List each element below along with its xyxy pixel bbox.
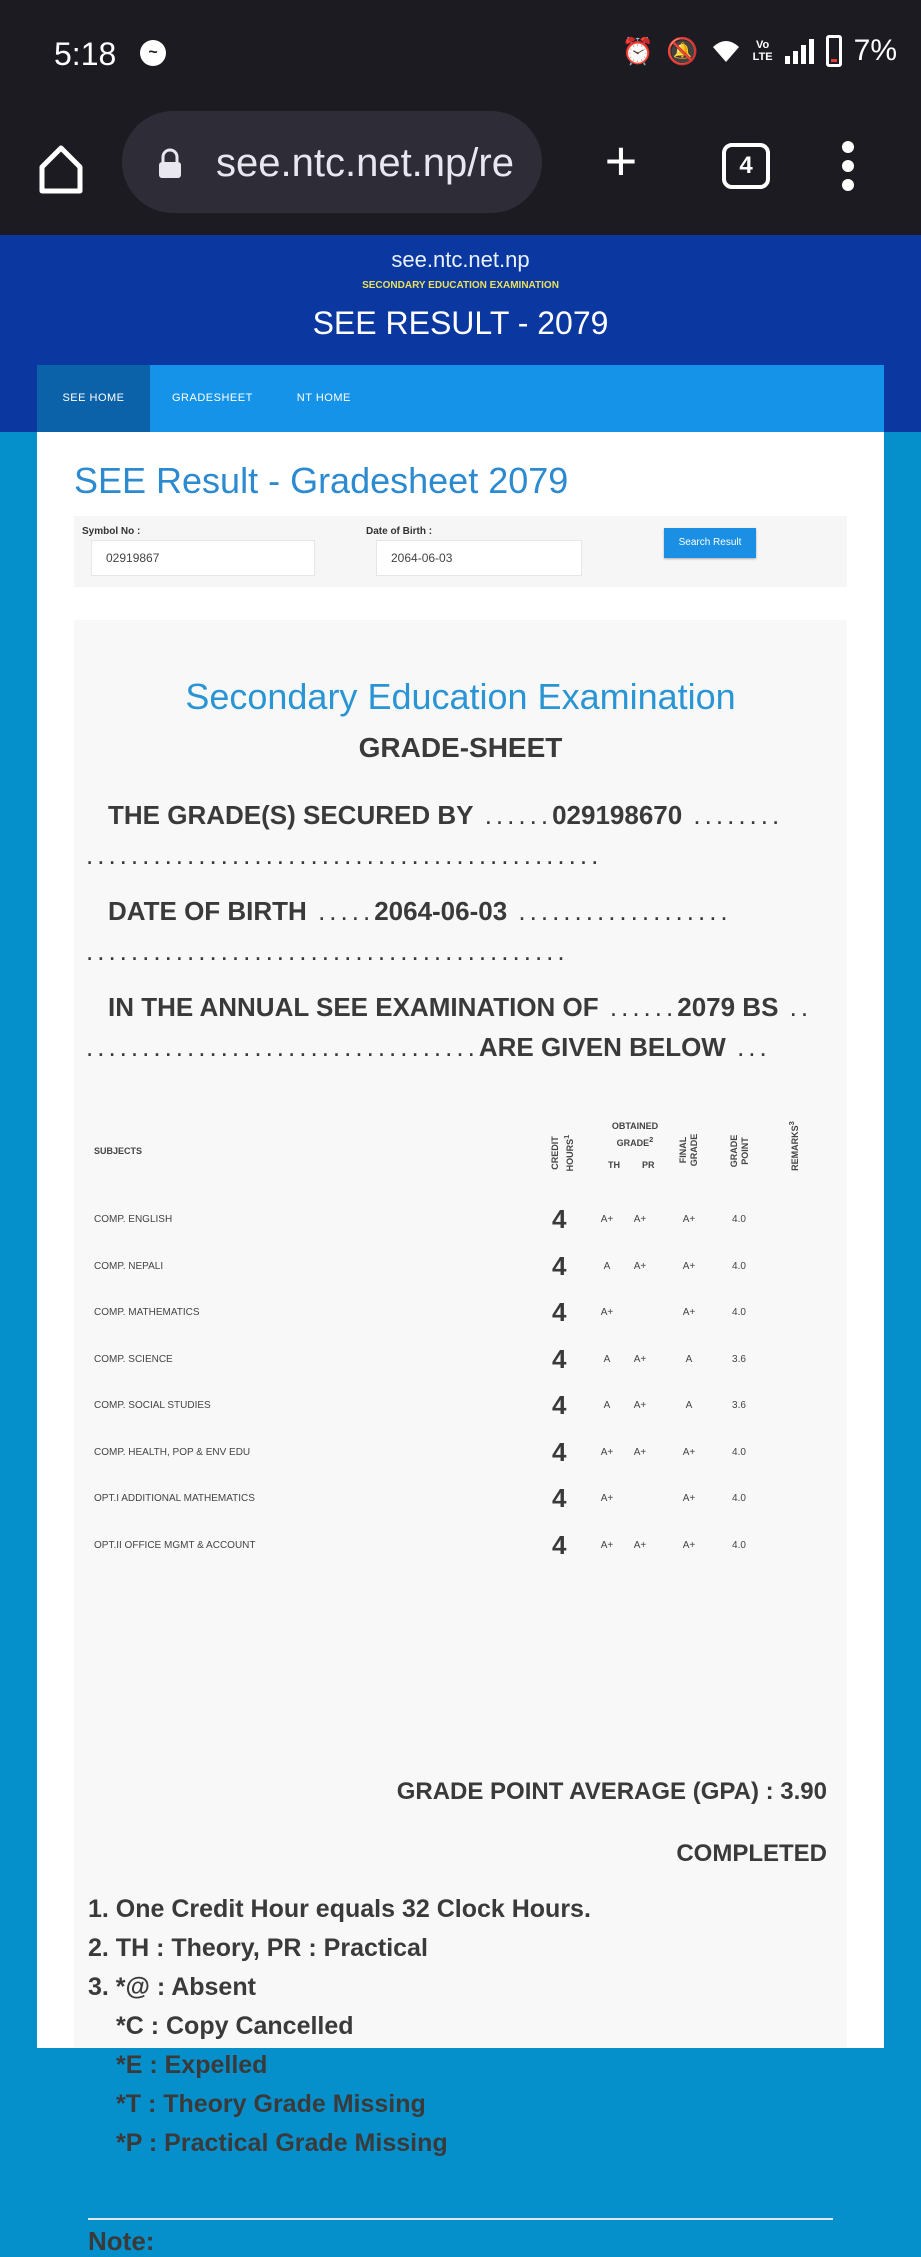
exam-label: IN THE ANNUAL SEE EXAMINATION OF: [108, 992, 599, 1022]
address-bar[interactable]: [122, 111, 542, 213]
row-pr-grade: A+: [633, 1260, 647, 1272]
row-subject: COMP. MATHEMATICS: [94, 1307, 200, 1318]
grade-sheet: [74, 620, 847, 2256]
row-pr-grade: A+: [633, 1446, 647, 1458]
row-final-grade: A+: [682, 1307, 696, 1318]
row-subject: COMP. HEALTH, POP & ENV EDU: [94, 1446, 251, 1458]
row-pr-grade: A+: [633, 1400, 647, 1411]
row-final-grade: A+: [682, 1539, 696, 1551]
url-text[interactable]: see.ntc.net.np/re: [216, 141, 514, 185]
gpa-line: [397, 1778, 827, 1806]
row-subject: OPT.I ADDITIONAL MATHEMATICS: [94, 1493, 255, 1504]
col-final-grade: FINAL GRADE: [678, 1133, 699, 1167]
row-grade-point: 3.6: [732, 1400, 746, 1411]
alarm-icon: ⏰: [621, 35, 655, 66]
given-below-line: ...................................ARE GIVEN BELOW ...: [86, 1032, 771, 1062]
battery-icon: [826, 35, 842, 67]
col-obtained-grade: OBTAINED GRADE$^2$: [611, 1121, 659, 1148]
dotted-fill: ..............................................: [86, 840, 603, 870]
row-credit-hours: 4: [552, 1390, 567, 1420]
gpa-value: 3.90: [780, 1778, 827, 1805]
footnote-3p: *P : Practical Grade Missing: [116, 2129, 448, 2157]
nav-nt-home[interactable]: NT HOME: [296, 392, 351, 404]
row-credit-hours: 4: [552, 1343, 567, 1374]
footnote-1: 1. One Credit Hour equals 32 Clock Hours.: [88, 1895, 591, 1923]
row-th-grade: A: [603, 1260, 611, 1272]
row-grade-point: 4.0: [732, 1260, 746, 1272]
secured-by-value: 029198670: [552, 800, 683, 830]
sheet-heading: Secondary Education Examination: [185, 676, 736, 717]
row-final-grade: A+: [682, 1446, 696, 1458]
row-final-grade: A: [685, 1353, 693, 1365]
search-result-button[interactable]: Search Result: [664, 528, 756, 558]
row-th-grade: A: [603, 1400, 611, 1411]
col-subjects: SUBJECTS: [94, 1146, 143, 1156]
site-nav: [37, 365, 884, 432]
row-subject: OPT.II OFFICE MGMT & ACCOUNT: [94, 1539, 256, 1551]
row-th-grade: A+: [600, 1446, 614, 1458]
site-title: SEE RESULT - 2079: [312, 305, 609, 341]
signal-icon: [785, 38, 814, 64]
col-credit-hours: CREDIT HOURS$^1$: [550, 1134, 575, 1172]
footnote-3c: *C : Copy Cancelled: [116, 2012, 354, 2040]
dob-line-value: 2064-06-03: [374, 896, 508, 926]
row-grade-point: 4.0: [732, 1446, 746, 1458]
footnotes: [88, 1890, 591, 2163]
symbol-label: Symbol No :: [82, 526, 141, 537]
messenger-icon: ~: [140, 40, 166, 66]
new-tab-button[interactable]: +: [604, 129, 638, 192]
row-final-grade: A+: [682, 1214, 696, 1225]
dob-input[interactable]: 2064-06-03: [376, 540, 582, 576]
dob-label: Date of Birth :: [366, 526, 433, 537]
status-bar: [0, 0, 921, 105]
exam-line: IN THE ANNUAL SEE EXAMINATION OF ......2079 BS ..: [108, 992, 813, 1022]
exam-value: 2079 BS: [677, 992, 779, 1022]
col-th: TH: [608, 1160, 620, 1170]
row-final-grade: A+: [682, 1493, 696, 1504]
row-final-grade: A+: [682, 1260, 696, 1272]
row-credit-hours: 4: [552, 1297, 567, 1327]
row-credit-hours: 4: [552, 1250, 567, 1281]
row-th-grade: A+: [600, 1307, 614, 1318]
row-th-grade: A+: [600, 1493, 614, 1504]
row-subject: COMP. SCIENCE: [94, 1353, 173, 1365]
nav-gradesheet[interactable]: GRADESHEET: [172, 392, 253, 404]
row-subject: COMP. SOCIAL STUDIES: [94, 1400, 211, 1411]
footnote-3e: *E : Expelled: [116, 2051, 268, 2079]
site-subtitle: SECONDARY EDUCATION EXAMINATION: [362, 280, 559, 291]
browser-toolbar: [0, 105, 921, 235]
site-domain: see.ntc.net.np: [391, 247, 530, 272]
row-th-grade: A+: [600, 1539, 614, 1551]
row-subject: COMP. NEPALI: [94, 1260, 164, 1272]
row-grade-point: 4.0: [732, 1539, 746, 1551]
gpa-label: GRADE POINT AVERAGE (GPA) :: [396, 1778, 774, 1805]
sheet-subheading: GRADE-SHEET: [358, 732, 563, 763]
col-remarks: REMARKS$^3$: [787, 1121, 800, 1171]
row-credit-hours: 4: [552, 1436, 567, 1467]
row-pr-grade: A+: [633, 1353, 647, 1365]
row-grade-point: 4.0: [732, 1493, 746, 1504]
more-menu-icon[interactable]: [840, 141, 856, 191]
row-grade-point: 4.0: [732, 1214, 746, 1225]
lock-icon: [158, 149, 182, 179]
footnote-3t: *T : Theory Grade Missing: [116, 2090, 426, 2118]
tab-switcher-button[interactable]: 4: [722, 143, 770, 189]
wifi-icon: [711, 38, 741, 64]
note-label: Note:: [88, 2226, 155, 2256]
volte-icon: Vo LTE: [752, 39, 773, 63]
dotted-fill: ...........................................: [86, 936, 569, 966]
row-th-grade: A+: [600, 1214, 614, 1225]
col-pr: PR: [642, 1160, 655, 1170]
content-card: [37, 432, 884, 2256]
symbol-input[interactable]: 02919867: [91, 540, 315, 576]
row-credit-hours: 4: [552, 1204, 567, 1234]
mute-icon: 🔕: [666, 35, 699, 66]
status-icons: [622, 34, 897, 68]
status-time: 5:18: [54, 36, 117, 72]
row-credit-hours: 4: [552, 1483, 567, 1513]
row-pr-grade: A+: [633, 1214, 647, 1225]
secured-by-label: THE GRADE(S) SECURED BY: [108, 800, 474, 830]
row-grade-point: 4.0: [732, 1307, 746, 1318]
row-grade-point: 3.6: [732, 1353, 746, 1365]
dob-line-label: DATE OF BIRTH: [108, 896, 307, 926]
row-credit-hours: 4: [552, 1529, 567, 1560]
battery-percent: 7%: [853, 34, 897, 67]
footnote-3: 3. *@ : Absent: [88, 1973, 256, 2001]
row-pr-grade: A+: [633, 1539, 647, 1551]
status-completed: COMPLETED: [676, 1840, 827, 1867]
col-grade-point: GRADE POINT: [729, 1134, 750, 1168]
home-icon[interactable]: [36, 143, 86, 195]
secured-by-line: THE GRADE(S) SECURED BY ......029198670 ........: [108, 800, 784, 830]
nav-see-home[interactable]: SEE HOME: [37, 365, 150, 432]
row-th-grade: A: [603, 1353, 611, 1365]
row-subject: COMP. ENGLISH: [94, 1214, 173, 1225]
given-below-text: ARE GIVEN BELOW: [478, 1032, 726, 1062]
search-form: [74, 516, 847, 587]
footnote-2: 2. TH : Theory, PR : Practical: [88, 1934, 428, 1962]
page-title: SEE Result - Gradesheet 2079: [74, 460, 569, 501]
row-final-grade: A: [685, 1400, 693, 1411]
dob-line: DATE OF BIRTH .....2064-06-03 ...................: [108, 896, 732, 926]
divider: [88, 2218, 833, 2220]
